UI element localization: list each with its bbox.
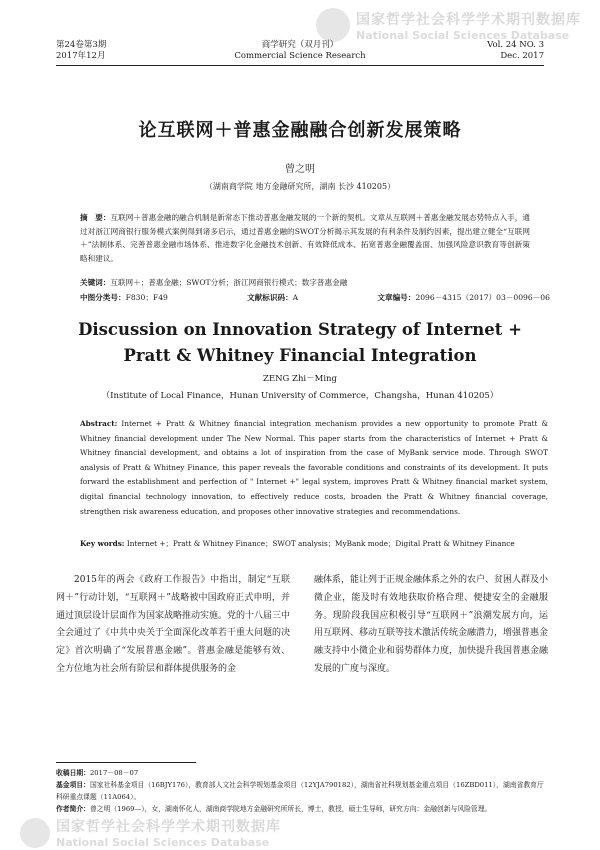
keywords-en — [80, 537, 548, 552]
header-rule — [56, 65, 544, 66]
article-number-value: 2096－4315（2017）03－0096－06 — [415, 293, 550, 302]
body-column-right: 融体系，能让列于正规金融体系之外的农户、贫困人群及小微企业，能及时有效地获取价格合理、便捷安全的金融服务。现阶段我国应积极引导“互联网＋”浪潮发展方向，运用互联网、移动互联等技术激活传统金融潜力，增强普惠金融支持中小微企业和弱势群体力度，加快提升我国普惠金融发展的广度与深度。 — [314, 575, 549, 674]
keywords-cn-text: 互联网＋；普惠金融；SWOT分析；浙江网商银行模式；数字普惠金融 — [110, 278, 348, 287]
watermark-en: National Social Sciences Database — [356, 28, 570, 42]
affiliation-en: （Institute of Local Finance，Hunan University of Commerce，Changsha，Hunan 410205） — [101, 391, 499, 401]
volume-issue: 第24卷第3期 — [56, 40, 107, 50]
author-bio-label: 作者简介： — [56, 805, 90, 813]
abstract-en-label: Abstract: — [80, 419, 118, 428]
doc-code-label: 文献标识码： — [247, 293, 293, 302]
abstract-cn-text: 互联网＋普惠金融的融合机制是新常态下推动普惠金融发展的一个新的契机。文章从互联网＋普惠金融发展态势特点入手，通过对浙江网商银行服务模式案例得到诸多启示，通过普惠金融的SWOT分析揭示其发展的有利条件及制约因素，提出建立健全“互联网＋”法制体系、完善普惠金融市场体系、推进数字化金融技术创新、有效降低成本、拓宽普惠金融覆盖面、加强风险意识教育等创新策略和建议。 — [80, 213, 530, 263]
paper-title-en-line1: Discussion on Innovation Strategy of Internet + — [78, 320, 522, 339]
document-code — [247, 291, 298, 304]
watermark-bottom-en: National Social Sciences Database — [56, 836, 270, 849]
footnote-author — [56, 804, 548, 816]
received-date: 2017－08－07 — [89, 769, 139, 777]
clc-label: 中图分类号： — [80, 293, 126, 302]
abstract-en — [80, 417, 548, 519]
issue-date-cn: 2017年12月 — [56, 51, 106, 61]
keywords-en-text: Internet +；Pratt & Whitney Finance；SWOT analysis；MyBank mode；Digital Pratt & Whitney Finance — [126, 539, 515, 548]
issue-date-en: Dec. 2017 — [500, 51, 544, 61]
fund-text: 国家社科基金项目（16BJY176），教育部人文社会科学规划基金项目（12YJA790182），湖南省社科规划基金重点项目（16ZBD011），湖南省教育厅科研重点课题（11A064）。 — [56, 781, 544, 801]
keywords-en-label: Key words: — [80, 539, 125, 548]
header-right — [487, 40, 544, 62]
keywords-cn — [80, 276, 530, 289]
fund-label: 基金项目： — [56, 781, 90, 789]
watermark-bottom — [20, 816, 281, 849]
footnote-fund — [56, 780, 548, 803]
paper-title-en-line2: Pratt & Whitney Financial Integration — [123, 346, 477, 365]
received-label: 收稿日期： — [56, 769, 90, 777]
classification-line — [80, 291, 550, 304]
watermark-bottom-cn: 国家哲学社会科学学术期刊数据库 — [56, 819, 281, 835]
doc-code-value: A — [292, 293, 299, 302]
abstract-en-text: Internet + Pratt & Whitney financial integration mechanism provides a new opportunity to promote Pratt & Whitney financial development under The New Normal. This paper starts from the characteristics of Internet + Pratt & Whitney financial development, and obtains a lot of inspiration from the case of MyBank service mode. Through SWOT analysis of Pratt & Whitney Finance, this paper reveals the favorable conditions and constraints of its development. It puts forward the establishment and perfection of " Internet +" legal system, improves Pratt & Whitney financial market system, digital financial technology innovation, to effectively reduce costs, broaden the Pratt & Whitney financial coverage, strengthen risk awareness education, and proposes other innovative strategies and recommendations. — [80, 419, 548, 516]
article-number-label: 文章编号： — [377, 293, 416, 302]
author-name-cn: 曾之明 — [285, 164, 315, 175]
article-number — [377, 291, 550, 304]
paper-title-cn: 论互联网＋普惠金融融合创新发展策略 — [138, 120, 462, 141]
clc-number — [80, 291, 168, 304]
footnote-rule — [56, 762, 196, 763]
watermark-cn: 国家哲学社会科学学术期刊数据库 — [356, 11, 581, 28]
footnote-received — [56, 768, 548, 780]
database-logo-icon — [316, 8, 350, 42]
author-name-en: ZENG Zhi－Ming — [263, 374, 337, 384]
volume-issue-en: Vol. 24 NO. 3 — [487, 40, 544, 50]
watermark-top — [316, 8, 581, 42]
journal-name-cn: 商学研究（双月刊） — [261, 40, 339, 50]
database-logo-icon-bottom — [20, 818, 50, 848]
author-bio-text: 曾之明（1969—），女，湖南怀化人，湖南商学院地方金融研究所所长，博士，教授，硕士生导师，研究方向：金融创新与风险管理。 — [89, 805, 492, 813]
clc-value: F830；F49 — [125, 293, 168, 302]
keywords-cn-label: 关键词： — [80, 278, 111, 287]
affiliation-cn: （湖南商学院 地方金融研究所，湖南 长沙 410205） — [204, 182, 396, 191]
journal-name-en: Commercial Science Research — [234, 51, 366, 61]
abstract-cn-label: 摘 要： — [80, 213, 111, 222]
body-column-left: 2015年的两会《政府工作报告》中指出，制定“互联网＋”行动计划，“互联网＋”战略被中国政府正式申明，并通过顶层设计层面作为国家战略推动实施。党的十八届三中全会通过了《中共中央关于全面深化改革若干重大问题的决定》首次明确了“发展普惠金融”。普惠金融是能够有效、全方位地为社会所有阶层和群体提供服务的金 — [56, 575, 291, 674]
abstract-cn — [80, 211, 530, 265]
